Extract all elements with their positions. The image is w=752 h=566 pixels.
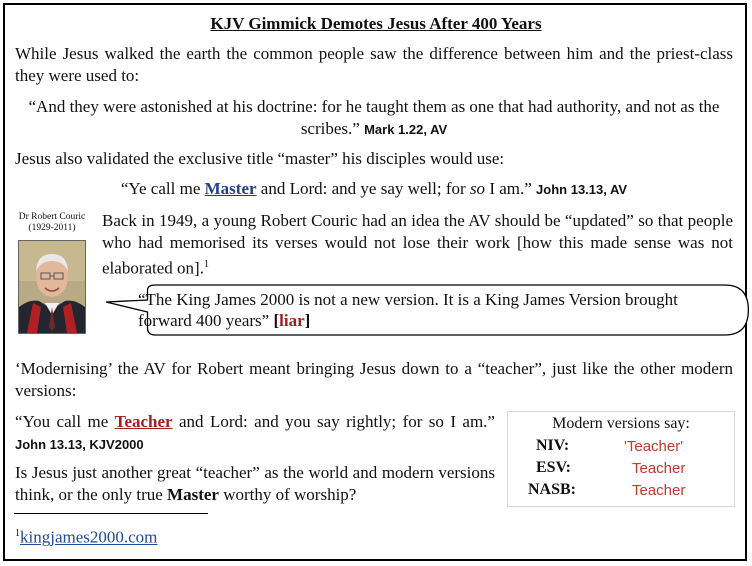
photo-caption-years: (1929-2011) — [28, 223, 76, 233]
version-row-esv — [508, 459, 734, 481]
quote-text-middle: and Lord: and ye say well; for — [256, 179, 470, 198]
photo-caption-name: Dr Robert Couric — [18, 212, 86, 222]
liar-label: liar — [279, 311, 305, 330]
footnote-link[interactable]: kingjames2000.com — [20, 527, 158, 547]
footnote-divider — [14, 513, 208, 514]
version-row-niv — [508, 437, 734, 459]
scripture-reference: Mark 1.22, AV — [364, 122, 448, 137]
bubble-quote-text: “The King James 2000 is not a new version. It is a King James Version brought forward 400 years” — [138, 290, 678, 330]
bubble-quote — [138, 289, 698, 331]
paragraph-robert-couric — [102, 210, 733, 280]
quote-text-start: “Ye call me — [120, 179, 205, 198]
teacher-highlight: Teacher — [114, 412, 173, 431]
bracket-open: [ — [273, 311, 280, 330]
version-value: 'Teacher' — [624, 438, 684, 455]
quote-text-end: I am.” — [485, 179, 532, 198]
version-value: Teacher — [632, 460, 686, 477]
footnote-mark: 1 — [203, 259, 209, 270]
scripture-reference: John 13.13, KJV2000 — [15, 437, 144, 452]
question-text-start: Is Jesus just another great “teacher” as the world and modern versions think, or the only true — [15, 463, 495, 504]
quote-john-13-13-kjv2000 — [15, 411, 495, 456]
modern-versions-heading: Modern versions say: — [552, 415, 690, 432]
version-row-nasb — [508, 481, 734, 503]
quote-text-start: “You call me — [15, 412, 115, 431]
paragraph-question — [15, 462, 495, 506]
question-text-end: worthy of worship? — [218, 485, 357, 504]
quote-text: “And they were astonished at his doctrine: for he taught them as one that had authority, and not as the scribes.” — [28, 97, 720, 138]
bracket-close: ] — [304, 311, 311, 330]
photo-caption — [12, 212, 92, 234]
footnote — [15, 523, 157, 549]
robert-couric-portrait — [18, 240, 86, 334]
modern-versions-table — [508, 437, 734, 503]
scripture-reference: John 13.13, AV — [536, 182, 628, 197]
quote-mark-1-22 — [15, 96, 733, 141]
modern-versions-box — [507, 411, 735, 507]
intro-paragraph: While Jesus walked the earth the common people saw the difference between him and the priest-class they were used to: — [15, 44, 733, 85]
version-label: NASB: — [528, 481, 577, 498]
quote-john-13-13-av — [15, 178, 733, 201]
paragraph-text: Back in 1949, a young Robert Couric had an idea the AV should be “updated” so that people who had memorised its verses would not lose their work [how this made sense was not elaborated on]. — [102, 211, 733, 278]
paragraph-master-title: Jesus also validated the exclusive title “master” his disciples would use: — [15, 149, 505, 168]
version-label: ESV: — [536, 459, 571, 476]
quote-italic-word: so — [469, 179, 486, 198]
version-label: NIV: — [536, 437, 570, 454]
footnote-number: 1 — [15, 528, 20, 539]
portrait-image — [19, 241, 85, 333]
master-bold: Master — [167, 485, 219, 504]
page-title: KJV Gimmick Demotes Jesus After 400 Years — [210, 14, 542, 33]
version-value: Teacher — [632, 482, 686, 499]
paragraph-modernising: ‘Modernising’ the AV for Robert meant bringing Jesus down to a “teacher”, just like the other modern versions: — [15, 359, 733, 400]
master-highlight: Master — [204, 179, 257, 198]
quote-text-end: and Lord: and you say rightly; for so I am.” — [172, 412, 495, 431]
